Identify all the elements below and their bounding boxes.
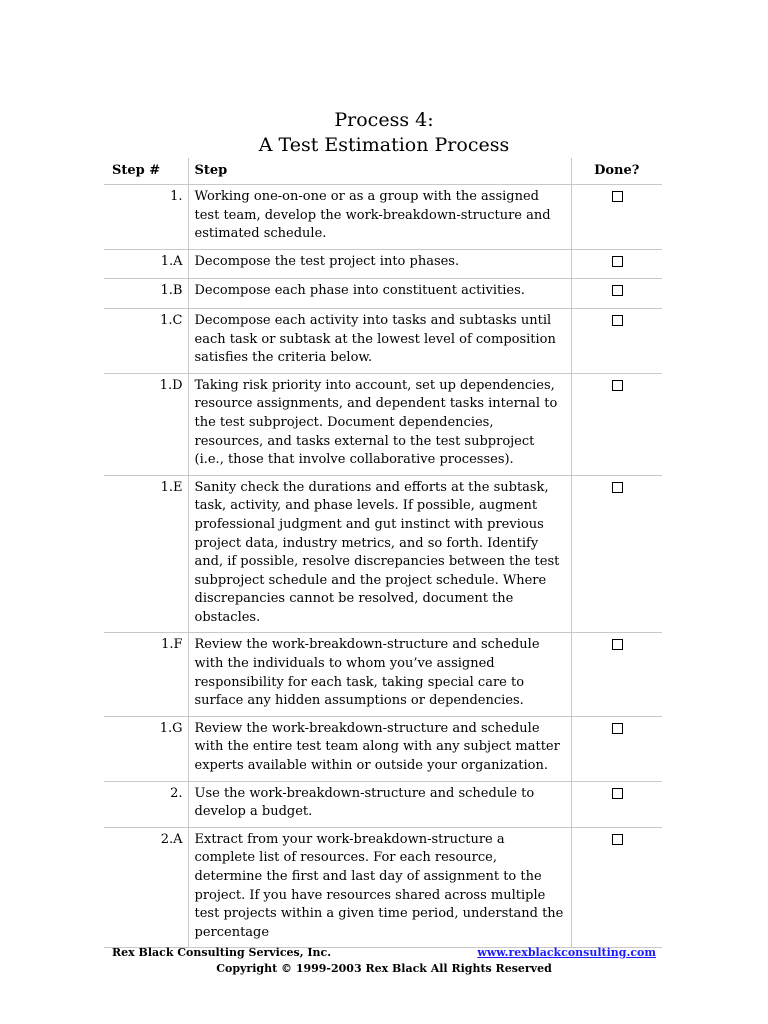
step-number: 1. xyxy=(104,185,188,250)
done-cell xyxy=(571,373,662,475)
table-row xyxy=(104,475,662,633)
done-checkbox-icon[interactable] xyxy=(612,639,623,650)
table-row xyxy=(104,716,662,781)
table-header-row xyxy=(104,158,662,185)
step-description: Extract from your work-breakdown-structure a complete list of resources. For each resource, determine the first and last day of assignment to the project. If you have resources shared across multiple test projects within a given time period, understand the percentage xyxy=(188,827,571,948)
table-row xyxy=(104,373,662,475)
done-cell xyxy=(571,308,662,373)
step-number: 1.B xyxy=(104,279,188,309)
done-checkbox-icon[interactable] xyxy=(612,482,623,493)
done-cell xyxy=(571,249,662,279)
table-row xyxy=(104,249,662,279)
step-number: 1.G xyxy=(104,716,188,781)
table-row xyxy=(104,308,662,373)
done-cell xyxy=(571,781,662,827)
header-step: Step xyxy=(188,158,571,185)
header-done: Done? xyxy=(571,158,662,185)
done-checkbox-icon[interactable] xyxy=(612,788,623,799)
done-cell xyxy=(571,716,662,781)
process-table xyxy=(104,158,662,948)
step-number: 1.F xyxy=(104,633,188,716)
done-checkbox-icon[interactable] xyxy=(612,315,623,326)
step-description: Working one-on-one or as a group with the assigned test team, develop the work-breakdown-structure and estimated schedule. xyxy=(188,185,571,250)
step-number: 1.D xyxy=(104,373,188,475)
table-row xyxy=(104,827,662,948)
done-checkbox-icon[interactable] xyxy=(612,191,623,202)
step-number: 1.A xyxy=(104,249,188,279)
step-description: Decompose each activity into tasks and subtasks until each task or subtask at the lowest level of composition satisfies the criteria below. xyxy=(188,308,571,373)
step-description: Decompose the test project into phases. xyxy=(188,249,571,279)
step-description: Review the work-breakdown-structure and schedule with the individuals to whom you’ve assigned responsibility for each task, taking special care to surface any hidden assumptions or dependencies. xyxy=(188,633,571,716)
step-description: Sanity check the durations and efforts at the subtask, task, activity, and phase levels. If possible, augment professional judgment and gut instinct with previous project data, industry metrics, and so forth. Identify and, if possible, resolve discrepancies between the test subproject schedule and the project schedule. Where discrepancies cannot be resolved, document the obstacles. xyxy=(188,475,571,633)
done-checkbox-icon[interactable] xyxy=(612,380,623,391)
step-number: 1.E xyxy=(104,475,188,633)
done-checkbox-icon[interactable] xyxy=(612,834,623,845)
page-title-line-2: A Test Estimation Process xyxy=(258,134,510,156)
step-number: 1.C xyxy=(104,308,188,373)
footer-copyright: Copyright © 1999-2003 Rex Black All Rights Reserved xyxy=(216,962,552,975)
footer-company: Rex Black Consulting Services, Inc. xyxy=(112,946,332,959)
table-row xyxy=(104,185,662,250)
done-checkbox-icon[interactable] xyxy=(612,285,623,296)
done-cell xyxy=(571,475,662,633)
done-cell xyxy=(571,827,662,948)
header-step-number: Step # xyxy=(104,158,188,185)
done-checkbox-icon[interactable] xyxy=(612,256,623,267)
done-checkbox-icon[interactable] xyxy=(612,723,623,734)
step-number: 2.A xyxy=(104,827,188,948)
done-cell xyxy=(571,279,662,309)
step-number: 2. xyxy=(104,781,188,827)
table-row xyxy=(104,279,662,309)
page-title-line-1: Process 4: xyxy=(334,109,434,131)
table-body xyxy=(104,185,662,948)
step-description: Use the work-breakdown-structure and schedule to develop a budget. xyxy=(188,781,571,827)
footer-website-link[interactable]: www.rexblackconsulting.com xyxy=(477,946,656,959)
step-description: Review the work-breakdown-structure and schedule with the entire test team along with any subject matter experts available within or outside your organization. xyxy=(188,716,571,781)
done-cell xyxy=(571,185,662,250)
step-description: Decompose each phase into constituent activities. xyxy=(188,279,571,309)
table-row xyxy=(104,633,662,716)
done-cell xyxy=(571,633,662,716)
step-description: Taking risk priority into account, set up dependencies, resource assignments, and dependent tasks internal to the test subproject. Document dependencies, resources, and tasks external to the test subproject (i.e., those that involve collaborative processes). xyxy=(188,373,571,475)
table-row xyxy=(104,781,662,827)
